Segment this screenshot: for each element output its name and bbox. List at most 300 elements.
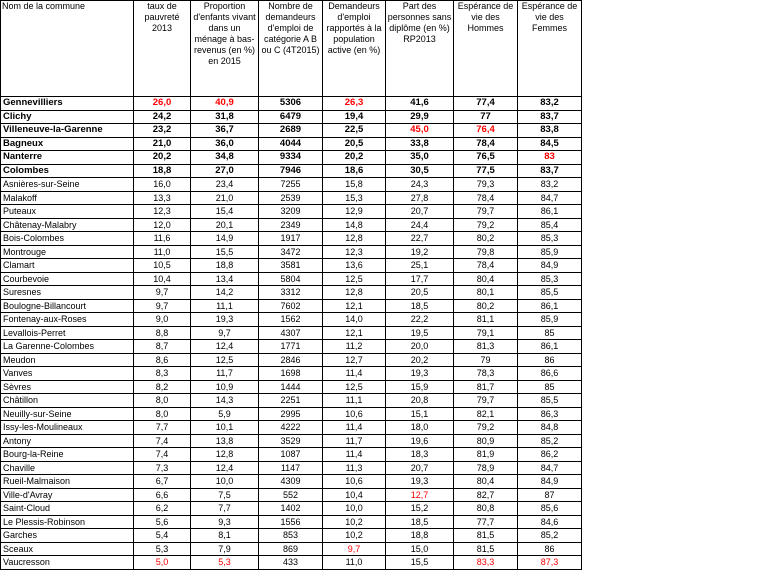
cell-life-exp-men: 79,2 <box>454 421 518 435</box>
cell-poverty-rate: 6,7 <box>134 475 191 489</box>
cell-low-income-children: 9,3 <box>191 515 259 529</box>
cell-job-seekers-ratio: 12,7 <box>323 353 386 367</box>
cell-no-diploma: 15,5 <box>386 556 454 570</box>
cell-life-exp-men: 80,2 <box>454 299 518 313</box>
cell-life-exp-women: 86 <box>518 542 582 556</box>
cell-poverty-rate: 7,4 <box>134 448 191 462</box>
cell-commune-name: Gennevilliers <box>1 97 134 111</box>
cell-poverty-rate: 11,6 <box>134 232 191 246</box>
header-life-exp-men: Espérance de vie des Hommes <box>454 1 518 97</box>
cell-job-seekers-ratio: 12,3 <box>323 245 386 259</box>
cell-commune-name: Bourg-la-Reine <box>1 448 134 462</box>
cell-commune-name: Suresnes <box>1 286 134 300</box>
cell-poverty-rate: 24,2 <box>134 110 191 124</box>
cell-commune-name: Antony <box>1 434 134 448</box>
cell-no-diploma: 17,7 <box>386 272 454 286</box>
cell-commune-name: Boulogne-Billancourt <box>1 299 134 313</box>
table-row <box>1 515 582 529</box>
cell-no-diploma: 15,2 <box>386 502 454 516</box>
cell-job-seekers: 3472 <box>259 245 323 259</box>
cell-low-income-children: 31,8 <box>191 110 259 124</box>
cell-job-seekers: 1147 <box>259 461 323 475</box>
cell-poverty-rate: 12,3 <box>134 205 191 219</box>
cell-low-income-children: 5,9 <box>191 407 259 421</box>
cell-low-income-children: 7,7 <box>191 502 259 516</box>
cell-low-income-children: 19,3 <box>191 313 259 327</box>
table-row <box>1 137 582 151</box>
cell-no-diploma: 19,3 <box>386 367 454 381</box>
cell-no-diploma: 18,8 <box>386 529 454 543</box>
table-row <box>1 340 582 354</box>
cell-life-exp-men: 78,3 <box>454 367 518 381</box>
cell-life-exp-women: 84,9 <box>518 475 582 489</box>
cell-life-exp-women: 83,7 <box>518 164 582 178</box>
cell-life-exp-women: 86,1 <box>518 205 582 219</box>
cell-no-diploma: 22,2 <box>386 313 454 327</box>
cell-job-seekers: 1698 <box>259 367 323 381</box>
cell-life-exp-men: 79,2 <box>454 218 518 232</box>
cell-job-seekers-ratio: 11,1 <box>323 394 386 408</box>
cell-no-diploma: 18,5 <box>386 515 454 529</box>
cell-no-diploma: 19,5 <box>386 326 454 340</box>
cell-commune-name: Nanterre <box>1 151 134 165</box>
cell-life-exp-men: 81,9 <box>454 448 518 462</box>
cell-commune-name: Levallois-Perret <box>1 326 134 340</box>
cell-job-seekers: 869 <box>259 542 323 556</box>
header-no-diploma: Part des personnes sans diplôme (en %) RP2013 <box>386 1 454 97</box>
header-job-seekers-ratio: Demandeurs d'emploi rapportés à la population active (en %) <box>323 1 386 97</box>
cell-job-seekers-ratio: 26,3 <box>323 97 386 111</box>
table-row <box>1 488 582 502</box>
cell-life-exp-women: 85,9 <box>518 313 582 327</box>
cell-life-exp-men: 80,4 <box>454 272 518 286</box>
cell-poverty-rate: 8,2 <box>134 380 191 394</box>
cell-life-exp-women: 84,7 <box>518 461 582 475</box>
cell-job-seekers: 3209 <box>259 205 323 219</box>
cell-low-income-children: 40,9 <box>191 97 259 111</box>
cell-commune-name: Clichy <box>1 110 134 124</box>
table-row <box>1 529 582 543</box>
cell-poverty-rate: 5,4 <box>134 529 191 543</box>
cell-life-exp-men: 76,4 <box>454 124 518 138</box>
cell-poverty-rate: 5,6 <box>134 515 191 529</box>
cell-life-exp-men: 77,7 <box>454 515 518 529</box>
table-row <box>1 461 582 475</box>
cell-commune-name: Vaucresson <box>1 556 134 570</box>
cell-no-diploma: 20,7 <box>386 205 454 219</box>
cell-job-seekers-ratio: 15,3 <box>323 191 386 205</box>
cell-commune-name: La Garenne-Colombes <box>1 340 134 354</box>
cell-job-seekers-ratio: 10,4 <box>323 488 386 502</box>
cell-no-diploma: 20,8 <box>386 394 454 408</box>
cell-life-exp-men: 80,9 <box>454 434 518 448</box>
cell-life-exp-women: 85,5 <box>518 394 582 408</box>
cell-life-exp-women: 86,1 <box>518 340 582 354</box>
cell-job-seekers: 3312 <box>259 286 323 300</box>
table-row <box>1 286 582 300</box>
cell-job-seekers-ratio: 12,8 <box>323 286 386 300</box>
header-poverty-rate: taux de pauvreté 2013 <box>134 1 191 97</box>
cell-low-income-children: 27,0 <box>191 164 259 178</box>
cell-job-seekers: 1556 <box>259 515 323 529</box>
cell-job-seekers: 9334 <box>259 151 323 165</box>
cell-life-exp-women: 85,2 <box>518 529 582 543</box>
cell-no-diploma: 35,0 <box>386 151 454 165</box>
table-row <box>1 191 582 205</box>
cell-life-exp-women: 85,3 <box>518 272 582 286</box>
cell-low-income-children: 13,8 <box>191 434 259 448</box>
table-row <box>1 245 582 259</box>
cell-low-income-children: 36,7 <box>191 124 259 138</box>
table-row <box>1 448 582 462</box>
cell-low-income-children: 10,1 <box>191 421 259 435</box>
cell-poverty-rate: 13,3 <box>134 191 191 205</box>
cell-commune-name: Saint-Cloud <box>1 502 134 516</box>
cell-poverty-rate: 26,0 <box>134 97 191 111</box>
cell-life-exp-men: 79,1 <box>454 326 518 340</box>
cell-commune-name: Villeneuve-la-Garenne <box>1 124 134 138</box>
cell-life-exp-women: 85,5 <box>518 286 582 300</box>
cell-low-income-children: 12,4 <box>191 461 259 475</box>
table-row <box>1 542 582 556</box>
cell-life-exp-men: 81,5 <box>454 529 518 543</box>
table-row <box>1 124 582 138</box>
cell-no-diploma: 18,5 <box>386 299 454 313</box>
cell-poverty-rate: 8,7 <box>134 340 191 354</box>
table-row <box>1 407 582 421</box>
cell-poverty-rate: 12,0 <box>134 218 191 232</box>
cell-life-exp-men: 83,3 <box>454 556 518 570</box>
cell-life-exp-women: 86,3 <box>518 407 582 421</box>
cell-job-seekers-ratio: 12,5 <box>323 380 386 394</box>
cell-job-seekers-ratio: 18,6 <box>323 164 386 178</box>
cell-job-seekers: 2846 <box>259 353 323 367</box>
cell-job-seekers: 1771 <box>259 340 323 354</box>
cell-no-diploma: 15,0 <box>386 542 454 556</box>
cell-no-diploma: 24,3 <box>386 178 454 192</box>
cell-job-seekers-ratio: 9,7 <box>323 542 386 556</box>
cell-commune-name: Sceaux <box>1 542 134 556</box>
cell-commune-name: Vanves <box>1 367 134 381</box>
cell-low-income-children: 11,1 <box>191 299 259 313</box>
cell-life-exp-men: 78,4 <box>454 137 518 151</box>
cell-no-diploma: 15,9 <box>386 380 454 394</box>
cell-life-exp-women: 85,3 <box>518 232 582 246</box>
cell-low-income-children: 13,4 <box>191 272 259 286</box>
table-row <box>1 434 582 448</box>
cell-job-seekers: 2251 <box>259 394 323 408</box>
cell-low-income-children: 8,1 <box>191 529 259 543</box>
cell-job-seekers-ratio: 14,8 <box>323 218 386 232</box>
cell-low-income-children: 7,9 <box>191 542 259 556</box>
cell-life-exp-women: 85 <box>518 380 582 394</box>
cell-commune-name: Issy-les-Moulineaux <box>1 421 134 435</box>
cell-job-seekers: 2349 <box>259 218 323 232</box>
cell-job-seekers-ratio: 20,5 <box>323 137 386 151</box>
table-row <box>1 110 582 124</box>
cell-life-exp-men: 81,1 <box>454 313 518 327</box>
cell-commune-name: Châtenay-Malabry <box>1 218 134 232</box>
cell-no-diploma: 20,7 <box>386 461 454 475</box>
cell-no-diploma: 20,0 <box>386 340 454 354</box>
cell-job-seekers-ratio: 11,4 <box>323 421 386 435</box>
cell-no-diploma: 20,5 <box>386 286 454 300</box>
cell-commune-name: Bagneux <box>1 137 134 151</box>
cell-life-exp-women: 87 <box>518 488 582 502</box>
cell-low-income-children: 34,8 <box>191 151 259 165</box>
cell-poverty-rate: 9,7 <box>134 299 191 313</box>
cell-life-exp-men: 80,1 <box>454 286 518 300</box>
cell-life-exp-women: 85,6 <box>518 502 582 516</box>
cell-poverty-rate: 21,0 <box>134 137 191 151</box>
cell-life-exp-women: 85,9 <box>518 245 582 259</box>
cell-life-exp-women: 83,2 <box>518 178 582 192</box>
table-row <box>1 502 582 516</box>
cell-job-seekers-ratio: 11,4 <box>323 448 386 462</box>
cell-life-exp-men: 79,3 <box>454 178 518 192</box>
cell-no-diploma: 12,7 <box>386 488 454 502</box>
cell-job-seekers: 5306 <box>259 97 323 111</box>
header-job-seekers: Nombre de demandeurs d'emploi de catégorie A B ou C (4T2015) <box>259 1 323 97</box>
cell-poverty-rate: 7,7 <box>134 421 191 435</box>
cell-low-income-children: 11,7 <box>191 367 259 381</box>
cell-commune-name: Le Plessis-Robinson <box>1 515 134 529</box>
cell-poverty-rate: 9,0 <box>134 313 191 327</box>
cell-life-exp-men: 82,7 <box>454 488 518 502</box>
table-row <box>1 475 582 489</box>
cell-commune-name: Bois-Colombes <box>1 232 134 246</box>
cell-commune-name: Rueil-Malmaison <box>1 475 134 489</box>
cell-job-seekers: 1087 <box>259 448 323 462</box>
cell-life-exp-men: 77,4 <box>454 97 518 111</box>
cell-life-exp-women: 84,5 <box>518 137 582 151</box>
cell-life-exp-women: 86,6 <box>518 367 582 381</box>
cell-life-exp-men: 79,7 <box>454 205 518 219</box>
cell-job-seekers: 4307 <box>259 326 323 340</box>
cell-life-exp-men: 81,7 <box>454 380 518 394</box>
cell-poverty-rate: 8,6 <box>134 353 191 367</box>
table-row <box>1 367 582 381</box>
cell-no-diploma: 20,2 <box>386 353 454 367</box>
cell-low-income-children: 10,9 <box>191 380 259 394</box>
cell-low-income-children: 12,5 <box>191 353 259 367</box>
cell-poverty-rate: 11,0 <box>134 245 191 259</box>
cell-poverty-rate: 10,4 <box>134 272 191 286</box>
cell-low-income-children: 12,8 <box>191 448 259 462</box>
cell-poverty-rate: 5,3 <box>134 542 191 556</box>
cell-no-diploma: 15,1 <box>386 407 454 421</box>
cell-job-seekers-ratio: 10,6 <box>323 407 386 421</box>
cell-low-income-children: 5,3 <box>191 556 259 570</box>
cell-no-diploma: 29,9 <box>386 110 454 124</box>
cell-life-exp-women: 83,2 <box>518 97 582 111</box>
cell-life-exp-women: 87,3 <box>518 556 582 570</box>
cell-job-seekers: 552 <box>259 488 323 502</box>
cell-job-seekers: 1562 <box>259 313 323 327</box>
cell-life-exp-men: 82,1 <box>454 407 518 421</box>
cell-poverty-rate: 8,8 <box>134 326 191 340</box>
cell-no-diploma: 27,8 <box>386 191 454 205</box>
cell-low-income-children: 10,0 <box>191 475 259 489</box>
cell-life-exp-men: 78,9 <box>454 461 518 475</box>
header-low-income-children: Proportion d'enfants vivant dans un ménage à bas-revenus (en %) en 2015 <box>191 1 259 97</box>
cell-job-seekers: 3581 <box>259 259 323 273</box>
cell-life-exp-men: 81,3 <box>454 340 518 354</box>
cell-no-diploma: 18,3 <box>386 448 454 462</box>
table-row <box>1 218 582 232</box>
table-body <box>1 97 582 570</box>
table-row <box>1 205 582 219</box>
cell-job-seekers: 4222 <box>259 421 323 435</box>
cell-job-seekers: 2539 <box>259 191 323 205</box>
cell-job-seekers-ratio: 13,6 <box>323 259 386 273</box>
cell-job-seekers-ratio: 11,0 <box>323 556 386 570</box>
cell-life-exp-men: 77,5 <box>454 164 518 178</box>
cell-commune-name: Montrouge <box>1 245 134 259</box>
cell-life-exp-women: 85,4 <box>518 218 582 232</box>
cell-no-diploma: 41,6 <box>386 97 454 111</box>
cell-job-seekers-ratio: 10,2 <box>323 529 386 543</box>
cell-job-seekers: 2689 <box>259 124 323 138</box>
table-row <box>1 178 582 192</box>
cell-low-income-children: 14,2 <box>191 286 259 300</box>
cell-life-exp-women: 83,8 <box>518 124 582 138</box>
cell-job-seekers-ratio: 12,8 <box>323 232 386 246</box>
cell-low-income-children: 21,0 <box>191 191 259 205</box>
table-row <box>1 164 582 178</box>
table-row <box>1 421 582 435</box>
cell-life-exp-women: 85 <box>518 326 582 340</box>
cell-no-diploma: 19,3 <box>386 475 454 489</box>
cell-life-exp-men: 79 <box>454 353 518 367</box>
cell-poverty-rate: 6,2 <box>134 502 191 516</box>
cell-job-seekers-ratio: 12,5 <box>323 272 386 286</box>
cell-commune-name: Fontenay-aux-Roses <box>1 313 134 327</box>
cell-commune-name: Puteaux <box>1 205 134 219</box>
cell-job-seekers: 6479 <box>259 110 323 124</box>
cell-commune-name: Malakoff <box>1 191 134 205</box>
cell-commune-name: Clamart <box>1 259 134 273</box>
cell-commune-name: Chaville <box>1 461 134 475</box>
cell-life-exp-women: 84,7 <box>518 191 582 205</box>
cell-job-seekers: 2995 <box>259 407 323 421</box>
cell-low-income-children: 15,5 <box>191 245 259 259</box>
cell-job-seekers: 7602 <box>259 299 323 313</box>
cell-commune-name: Garches <box>1 529 134 543</box>
cell-job-seekers: 5804 <box>259 272 323 286</box>
cell-life-exp-women: 86,1 <box>518 299 582 313</box>
table-row <box>1 151 582 165</box>
cell-low-income-children: 14,3 <box>191 394 259 408</box>
cell-life-exp-men: 80,4 <box>454 475 518 489</box>
cell-commune-name: Colombes <box>1 164 134 178</box>
table-row <box>1 394 582 408</box>
table-row <box>1 326 582 340</box>
cell-job-seekers-ratio: 12,1 <box>323 299 386 313</box>
cell-life-exp-men: 81,5 <box>454 542 518 556</box>
cell-life-exp-women: 85,2 <box>518 434 582 448</box>
cell-commune-name: Ville-d'Avray <box>1 488 134 502</box>
cell-job-seekers-ratio: 14,0 <box>323 313 386 327</box>
cell-commune-name: Courbevoie <box>1 272 134 286</box>
cell-low-income-children: 20,1 <box>191 218 259 232</box>
cell-job-seekers-ratio: 11,3 <box>323 461 386 475</box>
cell-no-diploma: 19,6 <box>386 434 454 448</box>
cell-no-diploma: 33,8 <box>386 137 454 151</box>
cell-no-diploma: 18,0 <box>386 421 454 435</box>
cell-commune-name: Neuilly-sur-Seine <box>1 407 134 421</box>
cell-life-exp-women: 84,6 <box>518 515 582 529</box>
cell-job-seekers-ratio: 20,2 <box>323 151 386 165</box>
cell-low-income-children: 9,7 <box>191 326 259 340</box>
cell-job-seekers-ratio: 11,7 <box>323 434 386 448</box>
cell-life-exp-women: 86 <box>518 353 582 367</box>
cell-commune-name: Sèvres <box>1 380 134 394</box>
cell-job-seekers: 853 <box>259 529 323 543</box>
table-row <box>1 299 582 313</box>
cell-poverty-rate: 18,8 <box>134 164 191 178</box>
cell-no-diploma: 24,4 <box>386 218 454 232</box>
cell-poverty-rate: 16,0 <box>134 178 191 192</box>
cell-job-seekers-ratio: 11,2 <box>323 340 386 354</box>
cell-life-exp-women: 84,9 <box>518 259 582 273</box>
table-row <box>1 232 582 246</box>
cell-life-exp-men: 77 <box>454 110 518 124</box>
cell-poverty-rate: 8,3 <box>134 367 191 381</box>
cell-job-seekers: 4044 <box>259 137 323 151</box>
cell-job-seekers: 7255 <box>259 178 323 192</box>
cell-commune-name: Châtillon <box>1 394 134 408</box>
table-row <box>1 259 582 273</box>
cell-poverty-rate: 7,4 <box>134 434 191 448</box>
table-row <box>1 97 582 111</box>
cell-low-income-children: 14,9 <box>191 232 259 246</box>
cell-job-seekers-ratio: 10,2 <box>323 515 386 529</box>
cell-poverty-rate: 10,5 <box>134 259 191 273</box>
cell-life-exp-women: 83,7 <box>518 110 582 124</box>
cell-job-seekers-ratio: 12,1 <box>323 326 386 340</box>
cell-poverty-rate: 5,0 <box>134 556 191 570</box>
cell-life-exp-women: 83 <box>518 151 582 165</box>
cell-job-seekers: 1402 <box>259 502 323 516</box>
cell-low-income-children: 36,0 <box>191 137 259 151</box>
cell-no-diploma: 19,2 <box>386 245 454 259</box>
cell-poverty-rate: 23,2 <box>134 124 191 138</box>
cell-no-diploma: 30,5 <box>386 164 454 178</box>
table-row <box>1 380 582 394</box>
cell-job-seekers-ratio: 19,4 <box>323 110 386 124</box>
table-row <box>1 353 582 367</box>
cell-commune-name: Asnières-sur-Seine <box>1 178 134 192</box>
cell-job-seekers-ratio: 12,9 <box>323 205 386 219</box>
cell-low-income-children: 18,8 <box>191 259 259 273</box>
header-commune: Nom de la commune <box>1 1 134 97</box>
cell-life-exp-men: 79,8 <box>454 245 518 259</box>
cell-poverty-rate: 7,3 <box>134 461 191 475</box>
cell-job-seekers: 4309 <box>259 475 323 489</box>
cell-job-seekers-ratio: 11,4 <box>323 367 386 381</box>
cell-life-exp-men: 78,4 <box>454 191 518 205</box>
table-row <box>1 313 582 327</box>
cell-commune-name: Meudon <box>1 353 134 367</box>
cell-life-exp-men: 79,7 <box>454 394 518 408</box>
cell-job-seekers: 1444 <box>259 380 323 394</box>
cell-job-seekers: 433 <box>259 556 323 570</box>
cell-no-diploma: 45,0 <box>386 124 454 138</box>
cell-job-seekers: 7946 <box>259 164 323 178</box>
cell-life-exp-men: 76,5 <box>454 151 518 165</box>
cell-job-seekers: 1917 <box>259 232 323 246</box>
